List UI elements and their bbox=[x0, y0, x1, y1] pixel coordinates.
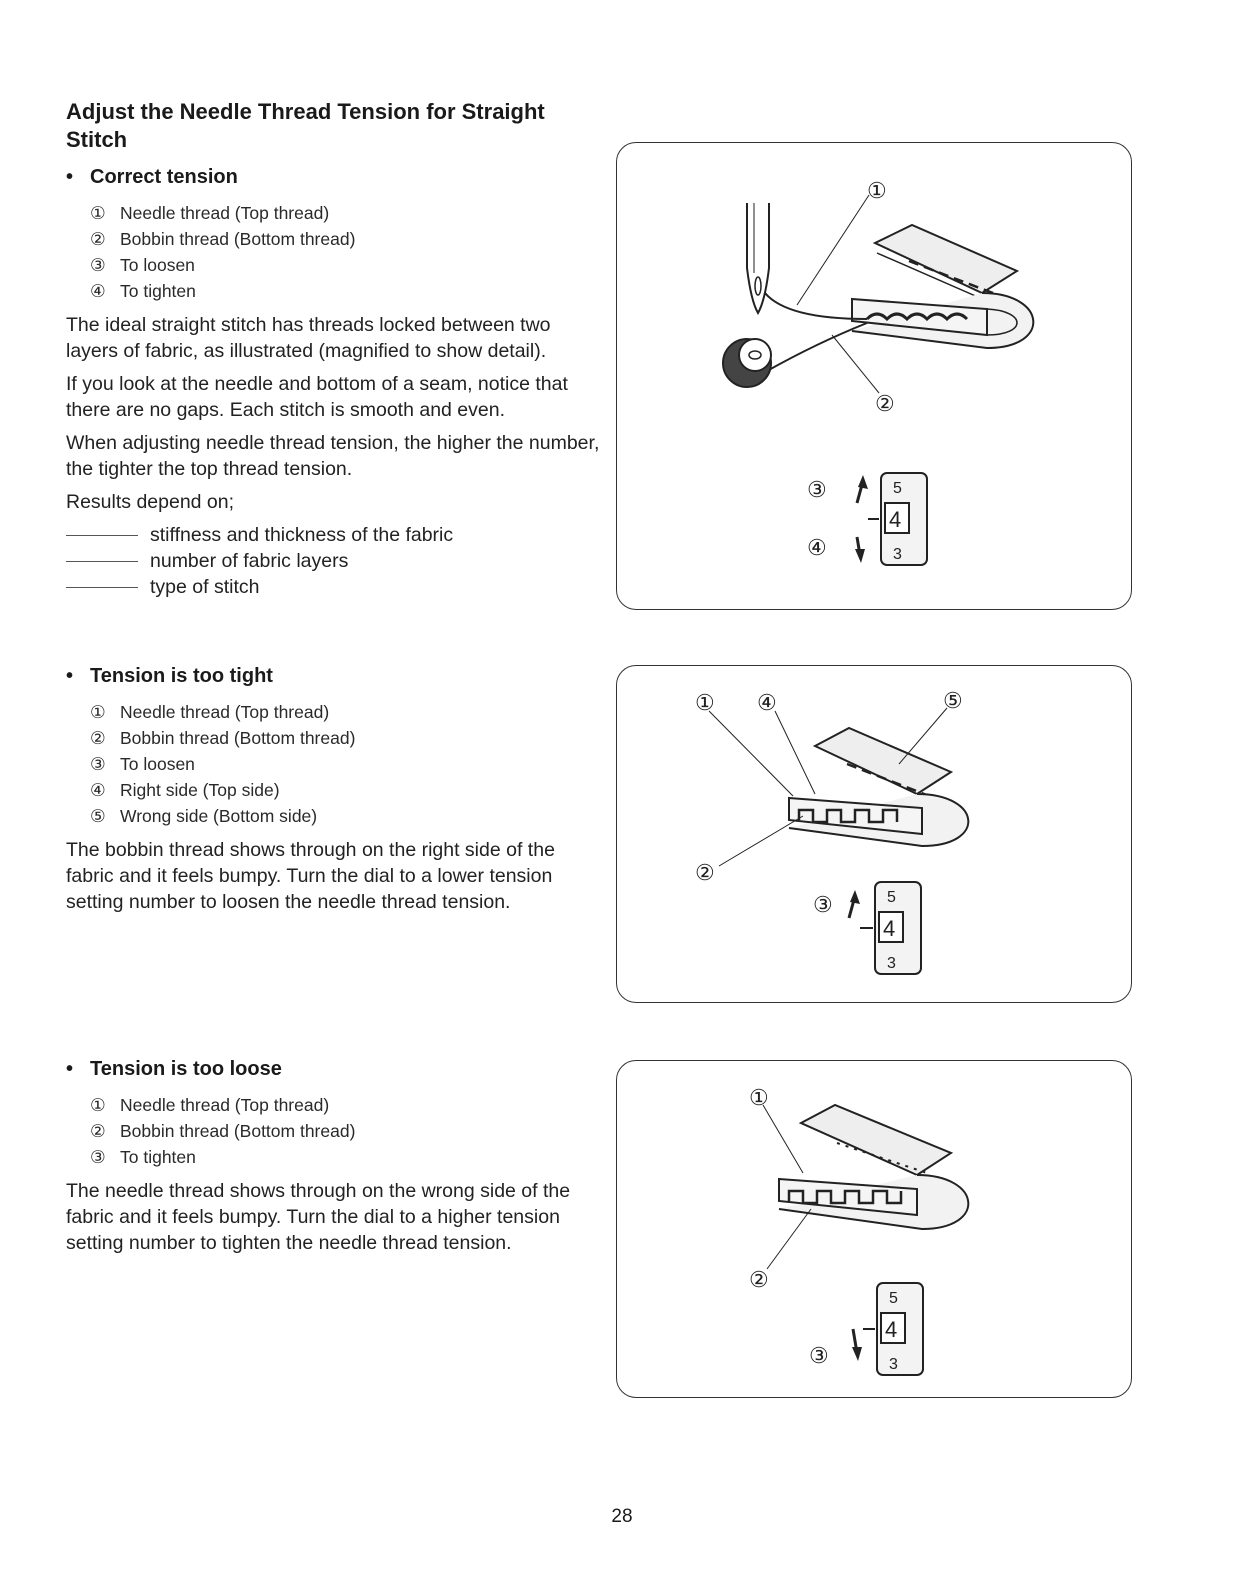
legend-item bbox=[90, 278, 606, 304]
legend-item bbox=[90, 803, 606, 829]
dash-rule bbox=[66, 535, 138, 536]
legend-text: Bobbin thread (Bottom thread) bbox=[120, 1121, 356, 1141]
legend-text: Needle thread (Top thread) bbox=[120, 702, 330, 722]
callout-line-1 bbox=[763, 1105, 803, 1173]
callout-1: ① bbox=[867, 178, 887, 203]
legend-text: Needle thread (Top thread) bbox=[120, 1095, 330, 1115]
legend-num: ② bbox=[90, 1121, 106, 1141]
arrow-loosen-head-icon bbox=[858, 475, 868, 489]
factor-item bbox=[66, 548, 606, 574]
legend-item bbox=[90, 777, 606, 803]
paragraph: When adjusting needle thread tension, the higher the number, the tighter the top thread tension. bbox=[66, 432, 600, 480]
legend-item bbox=[90, 226, 606, 252]
tension-too-loose-figure bbox=[616, 1060, 1132, 1398]
legend-item bbox=[90, 1118, 606, 1144]
fabric-top-layer bbox=[801, 1105, 951, 1175]
legend-num: ③ bbox=[90, 1147, 106, 1167]
bobbin-face bbox=[739, 339, 771, 371]
legend-item bbox=[90, 1144, 606, 1170]
dial-number-current: 4 bbox=[883, 916, 896, 941]
tension-too-tight-illustration bbox=[617, 666, 1131, 1002]
legend-num: ④ bbox=[90, 281, 106, 301]
paragraph: Results depend on; bbox=[66, 491, 235, 513]
callout-4: ④ bbox=[757, 690, 777, 715]
callout-3: ③ bbox=[807, 477, 827, 502]
callout-1: ① bbox=[749, 1085, 769, 1110]
callout-1: ① bbox=[695, 690, 715, 715]
page-number: 28 bbox=[611, 1506, 633, 1527]
legend-text: To loosen bbox=[120, 754, 195, 774]
legend-text: Bobbin thread (Bottom thread) bbox=[120, 229, 356, 249]
tension-too-loose-heading-text: Tension is too loose bbox=[90, 1058, 282, 1080]
arrow-tighten-head-icon bbox=[852, 1347, 862, 1361]
callout-line-1 bbox=[709, 711, 793, 796]
legend-item bbox=[90, 252, 606, 278]
dash-rule bbox=[66, 561, 138, 562]
tension-too-loose-heading bbox=[66, 1056, 606, 1082]
callout-2: ② bbox=[749, 1267, 769, 1292]
legend-item bbox=[90, 1092, 606, 1118]
dial-number-upper: 5 bbox=[887, 889, 896, 906]
needle-eye bbox=[755, 277, 761, 295]
bullet-icon: • bbox=[66, 1058, 74, 1080]
callout-3: ③ bbox=[813, 892, 833, 917]
legend-text: To tighten bbox=[120, 1147, 196, 1167]
tension-too-loose-legend bbox=[90, 1092, 606, 1170]
callout-2: ② bbox=[695, 860, 715, 885]
factor-text: type of stitch bbox=[150, 576, 260, 598]
correct-tension-heading bbox=[66, 164, 606, 190]
factor-item bbox=[66, 522, 606, 548]
legend-num: ① bbox=[90, 1095, 106, 1115]
tension-too-tight-section bbox=[66, 663, 606, 922]
needle-shape bbox=[747, 203, 769, 313]
page-title: Adjust the Needle Thread Tension for Straight Stitch bbox=[66, 99, 545, 152]
correct-tension-figure bbox=[616, 142, 1132, 610]
tension-too-tight-legend bbox=[90, 699, 606, 829]
callout-line-2 bbox=[767, 1209, 811, 1269]
legend-text: Wrong side (Bottom side) bbox=[120, 806, 318, 826]
legend-text: Right side (Top side) bbox=[120, 780, 280, 800]
callout-line-1 bbox=[797, 195, 869, 305]
legend-text: To tighten bbox=[120, 281, 196, 301]
callout-line-2 bbox=[832, 335, 879, 393]
factor-text: stiffness and thickness of the fabric bbox=[150, 524, 454, 546]
legend-text: Needle thread (Top thread) bbox=[120, 203, 330, 223]
legend-text: To loosen bbox=[120, 255, 195, 275]
callout-line-5 bbox=[899, 708, 947, 764]
paragraph: If you look at the needle and bottom of a seam, notice that there are no gaps. Each stitch is smooth and even. bbox=[66, 373, 568, 421]
factor-item bbox=[66, 574, 606, 600]
tension-too-tight-heading bbox=[66, 663, 606, 689]
legend-item bbox=[90, 751, 606, 777]
legend-num: ② bbox=[90, 728, 106, 748]
fabric-top-layer bbox=[815, 728, 951, 794]
legend-num: ① bbox=[90, 702, 106, 722]
correct-tension-legend bbox=[90, 200, 606, 304]
bullet-icon: • bbox=[66, 665, 74, 687]
dash-rule bbox=[66, 587, 138, 588]
tension-too-loose-illustration bbox=[617, 1061, 1131, 1397]
legend-item bbox=[90, 725, 606, 751]
correct-tension-heading-text: Correct tension bbox=[90, 166, 238, 188]
legend-num: ③ bbox=[90, 754, 106, 774]
dial-number-lower: 3 bbox=[887, 955, 896, 972]
callout-line-2 bbox=[719, 816, 803, 866]
bullet-icon: • bbox=[66, 166, 74, 188]
legend-num: ② bbox=[90, 229, 106, 249]
callout-3: ③ bbox=[809, 1343, 829, 1368]
paragraph: The ideal straight stitch has threads locked between two layers of fabric, as illustrated (magnified to show detail). bbox=[66, 314, 551, 362]
dial-number-lower: 3 bbox=[893, 546, 902, 563]
correct-tension-illustration bbox=[617, 143, 1131, 609]
tension-too-loose-section bbox=[66, 1056, 606, 1263]
tension-too-tight-figure bbox=[616, 665, 1132, 1003]
correct-tension-section bbox=[66, 164, 606, 600]
factor-list bbox=[66, 522, 606, 600]
bobbin-thread-line bbox=[767, 323, 867, 371]
callout-2: ② bbox=[875, 391, 895, 416]
legend-text: Bobbin thread (Bottom thread) bbox=[120, 728, 356, 748]
callout-5: ⑤ bbox=[943, 688, 963, 713]
paragraph: The needle thread shows through on the wrong side of the fabric and it feels bumpy. Turn the dial to a higher tension setting number to tighten the needle thread tension. bbox=[66, 1180, 571, 1254]
dial-number-upper: 5 bbox=[889, 1290, 898, 1307]
arrow-tighten-head-icon bbox=[855, 549, 865, 563]
dial-number-upper: 5 bbox=[893, 480, 902, 497]
dial-number-current: 4 bbox=[885, 1317, 898, 1342]
legend-item bbox=[90, 200, 606, 226]
arrow-loosen-head-icon bbox=[850, 890, 860, 904]
dial-number-current: 4 bbox=[889, 507, 902, 532]
callout-4: ④ bbox=[807, 535, 827, 560]
paragraph: The bobbin thread shows through on the right side of the fabric and it feels bumpy. Turn the dial to a lower tension setting number to loosen the needle thread tension. bbox=[66, 839, 555, 913]
legend-num: ④ bbox=[90, 780, 106, 800]
tension-too-tight-heading-text: Tension is too tight bbox=[90, 665, 273, 687]
legend-item bbox=[90, 699, 606, 725]
dial-number-lower: 3 bbox=[889, 1356, 898, 1373]
legend-num: ⑤ bbox=[90, 806, 106, 826]
legend-num: ③ bbox=[90, 255, 106, 275]
callout-line-4 bbox=[775, 711, 815, 794]
legend-num: ① bbox=[90, 203, 106, 223]
factor-text: number of fabric layers bbox=[150, 550, 349, 572]
